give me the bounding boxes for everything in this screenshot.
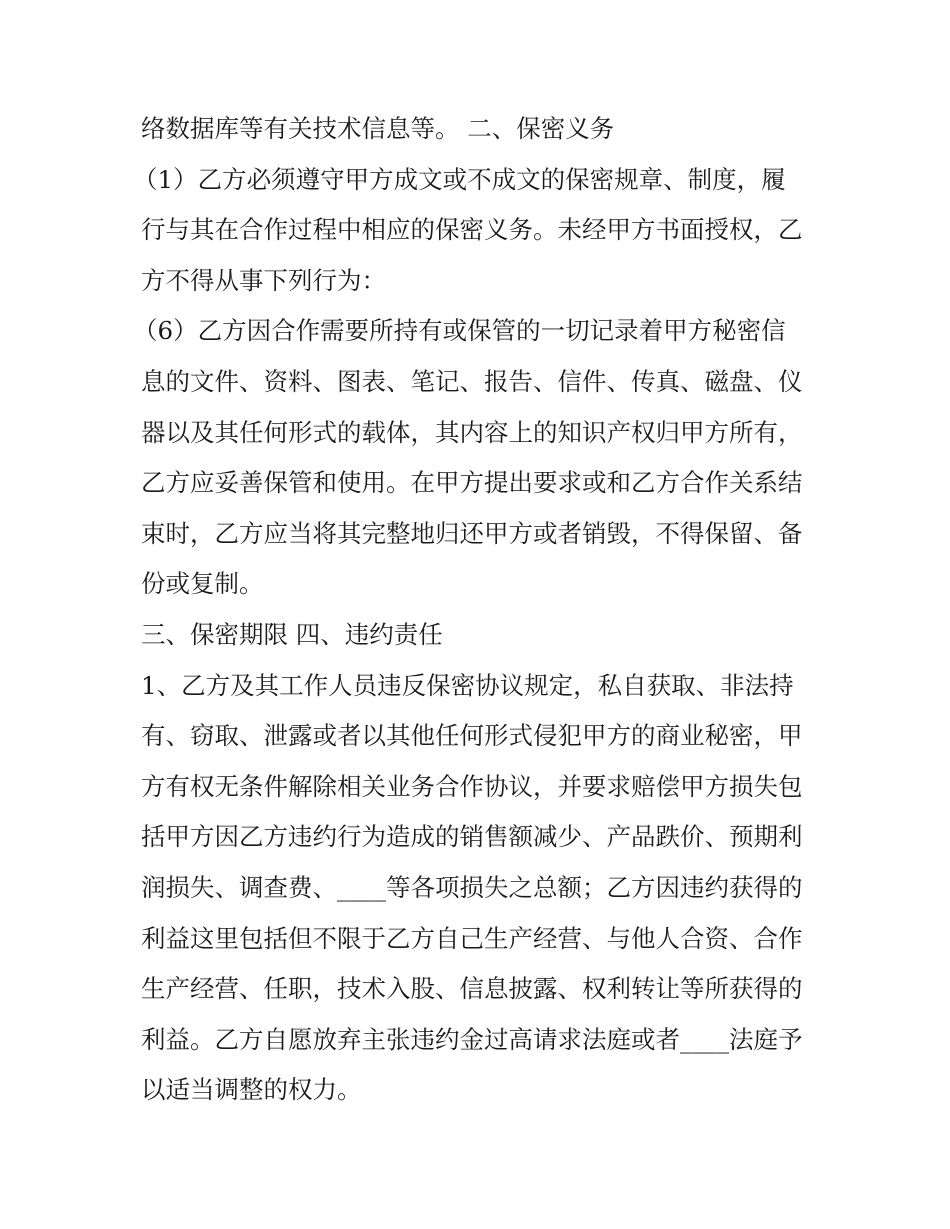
text-line: 1、乙方及其工作人员违反保密协议规定，私自获取、非法持 [141,670,794,700]
text-line: 方有权无条件解除相关业务合作协议，并要求赔偿甲方损失包 [141,771,803,801]
text-line: （1）乙方必须遵守甲方成文或不成文的保密规章、制度，履 [133,164,786,194]
text-line: 以适当调整的权力。 [141,1075,362,1105]
text-line: 份或复制。 [141,569,264,599]
text-line: （6）乙方因合作需要所持有或保管的一切记录着甲方秘密信 [133,316,786,346]
text-line: 利益。乙方自愿放弃主张违约金过高请求法庭或者____法庭予 [141,1024,803,1054]
text-line: 束时，乙方应当将其完整地归还甲方或者销毁，不得保留、备 [141,518,803,548]
text-line: 利益这里包括但不限于乙方自己生产经营、与他人合资、合作 [141,923,803,953]
text-line: 生产经营、任职，技术入股、信息披露、权利转让等所获得的 [141,974,803,1004]
text-line: 器以及其任何形式的载体，其内容上的知识产权归甲方所有， [141,417,803,447]
text-line: 有、窃取、泄露或者以其他任何形式侵犯甲方的商业秘密，甲 [141,721,803,751]
text-line: 乙方应妥善保管和使用。在甲方提出要求或和乙方合作关系结 [141,468,803,498]
document-body [133,104,811,1116]
text-line: 方不得从事下列行为： [141,265,386,295]
text-line: 息的文件、资料、图表、笔记、报告、信件、传真、磁盘、仪 [141,366,803,396]
text-line: 络数据库等有关技术信息等。 二、保密义务 [141,114,615,143]
text-line: 润损失、调查费、____等各项损失之总额；乙方因违约获得的 [141,872,803,902]
text-line: 行与其在合作过程中相应的保密义务。未经甲方书面授权，乙 [141,215,803,245]
text-line: 括甲方因乙方违约行为造成的销售额减少、产品跌价、预期利 [141,822,803,852]
section-heading: 三、保密期限 四、违约责任 [141,619,443,649]
